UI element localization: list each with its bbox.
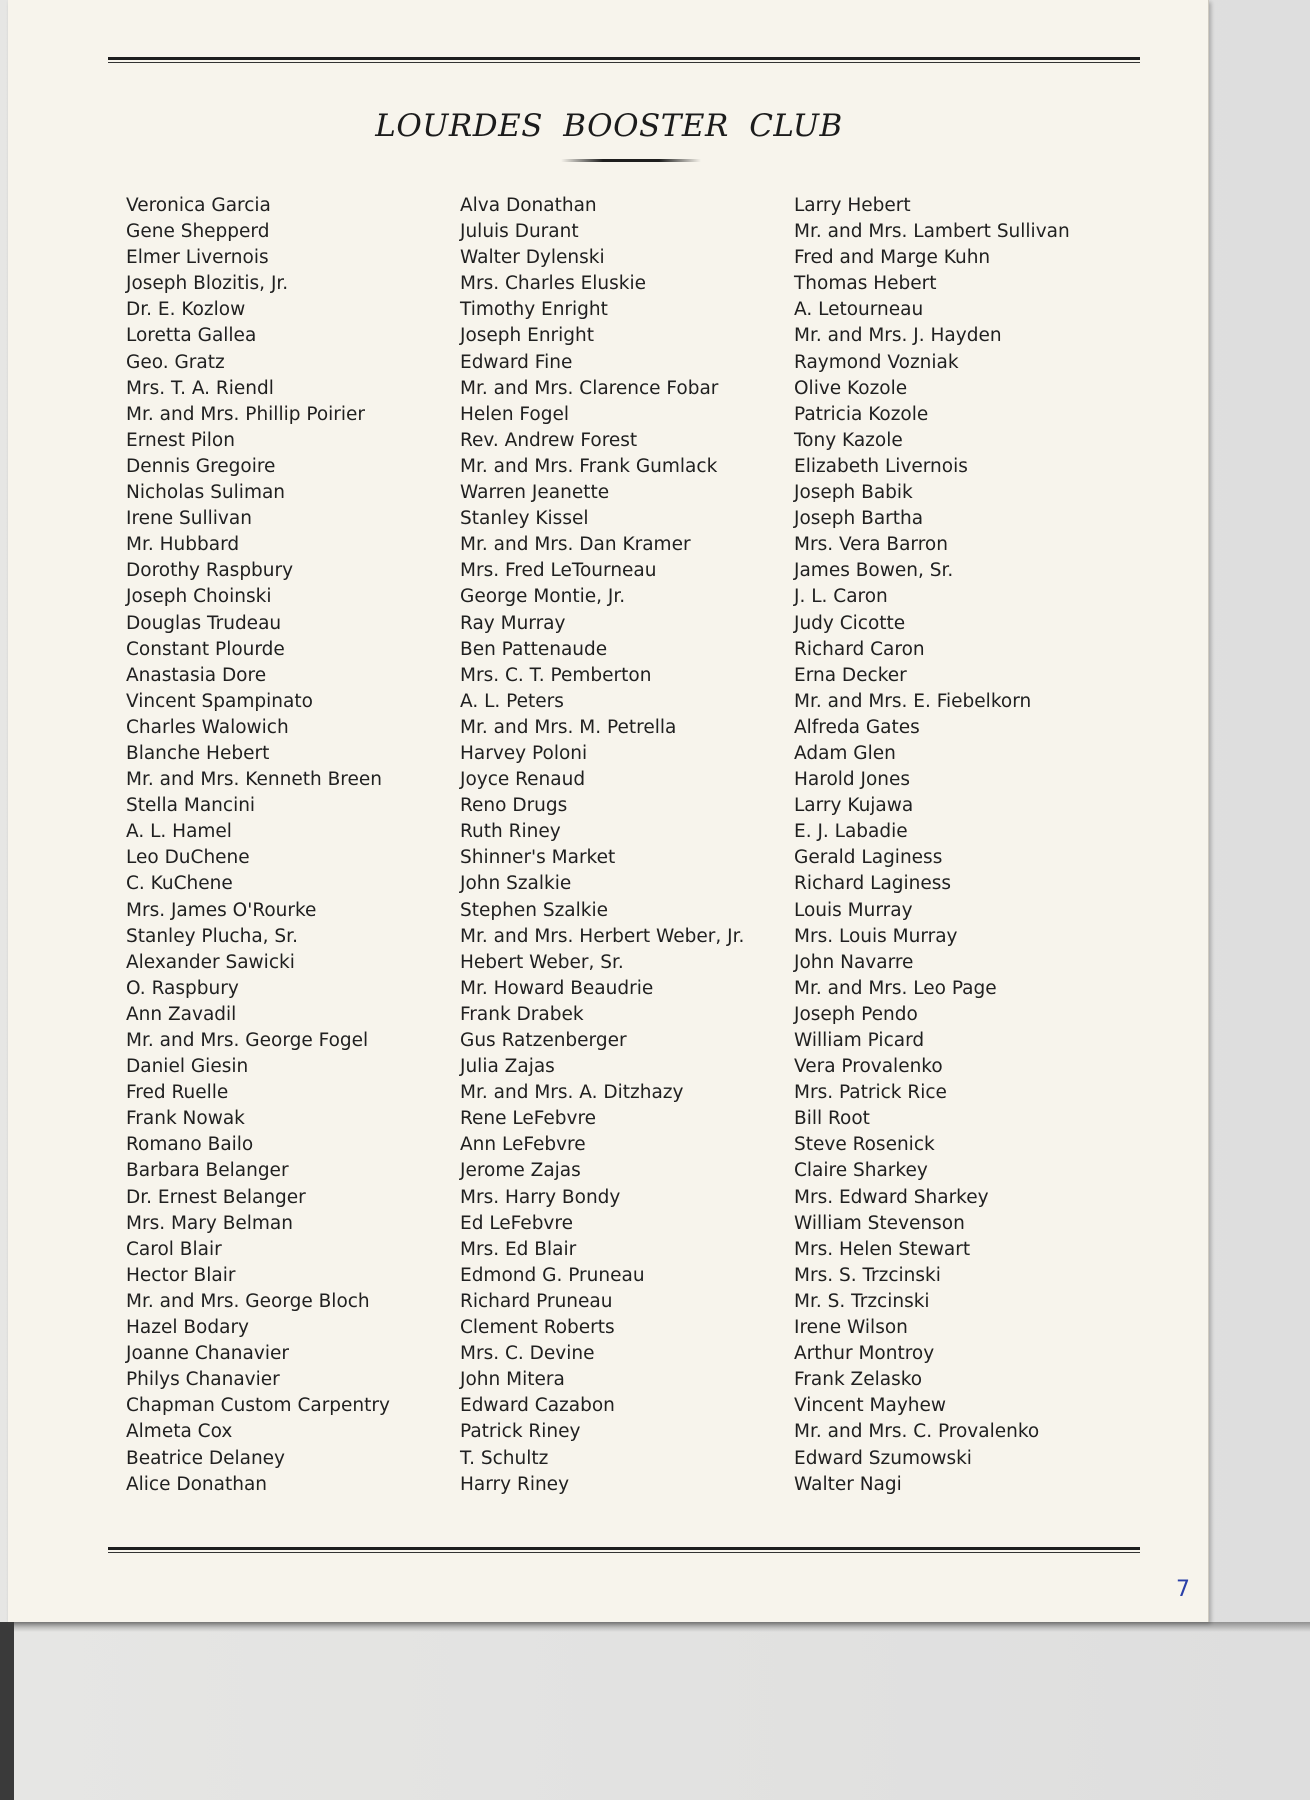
member-name: Irene Sullivan (126, 508, 252, 530)
member-name: Ann Zavadil (126, 1003, 237, 1025)
member-name: Tony Kazole (794, 429, 903, 451)
member-name: Mrs. Vera Barron (794, 534, 948, 556)
member-name: Arthur Montroy (794, 1343, 935, 1365)
member-name: Mr. and Mrs. George Bloch (126, 1290, 370, 1312)
member-name: Edward Szumowski (794, 1447, 972, 1469)
member-name: Harry Riney (460, 1473, 570, 1495)
member-name: Larry Hebert (794, 195, 911, 216)
member-name: Daniel Giesin (126, 1056, 249, 1078)
member-name: Blanche Hebert (126, 742, 270, 764)
member-name: A. L. Hamel (126, 821, 232, 843)
member-name: Louis Murray (794, 899, 913, 921)
member-name: Ernest Pilon (126, 429, 235, 451)
member-name: Mr. and Mrs. Lambert Sullivan (794, 221, 1070, 243)
member-name: Reno Drugs (460, 795, 568, 817)
member-name: Rene LeFebvre (460, 1108, 597, 1130)
member-name: Rev. Andrew Forest (460, 429, 638, 451)
member-name: Vincent Spampinato (126, 690, 313, 712)
member-name: Frank Zelasko (794, 1369, 923, 1391)
member-name: Ed LeFebvre (460, 1212, 573, 1234)
member-name: Joseph Blozitis, Jr. (126, 273, 289, 295)
member-name: George Montie, Jr. (460, 586, 626, 608)
bottom-double-rule (108, 1547, 1140, 1554)
member-name: Hebert Weber, Sr. (460, 951, 624, 973)
member-name: Steve Rosenick (794, 1134, 935, 1156)
member-name: Mrs. Helen Stewart (794, 1238, 971, 1260)
page-title: LOURDES BOOSTER CLUB (375, 108, 843, 144)
member-name: Mr. and Mrs. E. Fiebelkorn (794, 690, 1032, 712)
member-name: Gus Ratzenberger (460, 1030, 627, 1051)
member-name: Geo. Gratz (126, 351, 225, 373)
member-name: Walter Nagi (794, 1473, 902, 1495)
member-name: Stephen Szalkie (460, 899, 608, 921)
member-name: Joyce Renaud (460, 769, 586, 791)
member-name: Fred Ruelle (126, 1082, 229, 1104)
member-column-1 (126, 193, 390, 1498)
member-name: Beatrice Delaney (126, 1447, 286, 1469)
member-name: Mr. and Mrs. Herbert Weber, Jr. (460, 925, 745, 947)
member-name: Timothy Enright (460, 299, 608, 321)
member-name: Mr. and Mrs. A. Ditzhazy (460, 1082, 684, 1104)
member-name: James Bowen, Sr. (794, 560, 954, 582)
member-name: Dorothy Raspbury (126, 560, 294, 582)
member-name: Patrick Riney (460, 1421, 581, 1443)
page-number: 7 (1176, 1577, 1190, 1602)
member-name: Mr. and Mrs. C. Provalenko (794, 1421, 1040, 1443)
member-name: Mrs. Charles Eluskie (460, 273, 647, 295)
member-name: Thomas Hebert (794, 273, 937, 295)
member-name: Mr. and Mrs. Dan Kramer (460, 534, 691, 556)
member-name: Adam Glen (794, 742, 896, 764)
member-name: Ruth Riney (460, 821, 561, 843)
member-name: Gene Shepperd (126, 221, 270, 243)
member-name: C. KuChene (126, 873, 233, 895)
member-name: Ray Murray (460, 612, 566, 634)
member-name: Joseph Enright (460, 325, 595, 347)
member-name: Mr. Howard Beaudrie (460, 977, 654, 999)
member-name: Alice Donathan (126, 1473, 268, 1495)
member-name: Juluis Durant (460, 221, 579, 243)
member-name: Larry Kujawa (794, 795, 914, 817)
member-name: Richard Caron (794, 638, 925, 660)
member-name: Mr. and Mrs. Frank Gumlack (460, 455, 718, 477)
member-name: Hector Blair (126, 1264, 236, 1286)
member-name: Elizabeth Livernois (794, 455, 968, 477)
member-name: Edward Cazabon (460, 1395, 615, 1417)
member-name: Olive Kozole (794, 377, 908, 399)
member-name: Joseph Bartha (794, 508, 924, 530)
member-name: Loretta Gallea (126, 325, 257, 347)
member-name: Gerald Laginess (794, 847, 943, 869)
member-name: Mrs. Harry Bondy (460, 1186, 621, 1208)
member-name: Jerome Zajas (460, 1160, 581, 1182)
member-name: Walter Dylenski (460, 247, 605, 269)
page-corner-shadow (0, 1622, 14, 1800)
top-double-rule (108, 57, 1140, 64)
member-name: Shinner's Market (460, 847, 616, 869)
member-name: Nicholas Suliman (126, 482, 286, 504)
member-name: Warren Jeanette (460, 482, 610, 504)
member-name: Bill Root (794, 1108, 870, 1130)
member-name: Vincent Mayhew (794, 1395, 947, 1417)
member-name: Mrs. Fred LeTourneau (460, 560, 657, 582)
member-name: Judy Cicotte (794, 612, 906, 634)
member-name: Harvey Poloni (460, 742, 588, 764)
member-name: Mrs. Louis Murray (794, 925, 958, 947)
member-name: A. L. Peters (460, 690, 564, 712)
member-name: Joseph Choinski (126, 586, 272, 608)
member-name: Anastasia Dore (126, 664, 267, 686)
member-name: Mrs. S. Trzcinski (794, 1264, 941, 1286)
member-name: Ben Pattenaude (460, 638, 608, 660)
member-name: Stanley Kissel (460, 508, 589, 530)
member-name: Mr. and Mrs. J. Hayden (794, 325, 1002, 347)
member-name: Alfreda Gates (794, 716, 920, 738)
member-name: Mr. and Mrs. Leo Page (794, 977, 997, 999)
member-name: Almeta Cox (126, 1421, 233, 1443)
member-name: Mrs. Ed Blair (460, 1238, 577, 1260)
member-name: Veronica Garcia (126, 195, 271, 216)
member-name: Mrs. Mary Belman (126, 1212, 293, 1234)
member-name: Harold Jones (794, 769, 911, 791)
member-name: Dr. E. Kozlow (126, 299, 246, 321)
member-column-2 (460, 193, 744, 1498)
member-name: E. J. Labadie (794, 821, 908, 843)
member-name: Julia Zajas (460, 1056, 555, 1078)
member-name: Fred and Marge Kuhn (794, 247, 991, 269)
member-name: Barbara Belanger (126, 1160, 289, 1182)
member-name: Mr. Hubbard (126, 534, 240, 556)
member-name: Mr. and Mrs. Clarence Fobar (460, 377, 719, 399)
member-name: Elmer Livernois (126, 247, 269, 269)
member-name: Alva Donathan (460, 195, 597, 216)
member-name: Philys Chanavier (126, 1369, 280, 1391)
member-name: Stanley Plucha, Sr. (126, 925, 298, 947)
member-name: Alexander Sawicki (126, 951, 295, 973)
member-name: Raymond Vozniak (794, 351, 959, 373)
page-edge-shadow (0, 1622, 1310, 1632)
member-name: Joseph Babik (794, 482, 913, 504)
member-name: Vera Provalenko (794, 1056, 943, 1078)
member-name: Mrs. T. A. Riendl (126, 377, 274, 399)
member-name: John Navarre (794, 951, 914, 973)
member-name: Richard Laginess (794, 873, 952, 895)
member-name: Richard Pruneau (460, 1290, 613, 1312)
title-underline-ornament (561, 159, 701, 162)
member-column-3 (794, 193, 1070, 1498)
member-name: Douglas Trudeau (126, 612, 282, 634)
member-name: Frank Drabek (460, 1003, 584, 1025)
member-name: Mrs. C. Devine (460, 1343, 595, 1365)
member-name: John Szalkie (460, 873, 572, 895)
member-name: William Stevenson (794, 1212, 965, 1234)
member-name: Claire Sharkey (794, 1160, 928, 1182)
member-name: Mr. S. Trzcinski (794, 1290, 930, 1312)
member-name: Frank Nowak (126, 1108, 245, 1130)
member-name: Joanne Chanavier (126, 1343, 289, 1365)
member-name: O. Raspbury (126, 977, 239, 999)
member-name: Charles Walowich (126, 716, 289, 738)
member-name: Stella Mancini (126, 795, 256, 817)
member-name: Clement Roberts (460, 1317, 615, 1339)
member-name: Carol Blair (126, 1238, 222, 1260)
member-name: John Mitera (460, 1369, 565, 1391)
member-name: Leo DuChene (126, 847, 250, 869)
member-name: Dr. Ernest Belanger (126, 1186, 306, 1208)
member-name: Mr. and Mrs. Kenneth Breen (126, 769, 382, 791)
member-name: J. L. Caron (794, 586, 888, 608)
member-name: Mrs. Edward Sharkey (794, 1186, 989, 1208)
member-name: Mr. and Mrs. Phillip Poirier (126, 403, 366, 425)
member-name: Helen Fogel (460, 403, 569, 425)
member-name: Romano Bailo (126, 1134, 254, 1156)
member-name: Mrs. Patrick Rice (794, 1082, 947, 1104)
member-name: Patricia Kozole (794, 403, 929, 425)
member-name: Ann LeFebvre (460, 1134, 586, 1156)
member-name: Erna Decker (794, 664, 907, 686)
member-name: A. Letourneau (794, 299, 924, 321)
member-name: Mrs. James O'Rourke (126, 899, 317, 921)
member-name: Hazel Bodary (126, 1317, 250, 1339)
member-name: Mr. and Mrs. M. Petrella (460, 716, 677, 738)
member-name: Irene Wilson (794, 1317, 908, 1339)
member-name: Mrs. C. T. Pemberton (460, 664, 652, 686)
member-name: William Picard (794, 1030, 925, 1051)
member-name: Dennis Gregoire (126, 455, 276, 477)
member-name: Mr. and Mrs. George Fogel (126, 1030, 369, 1051)
member-name: Joseph Pendo (794, 1003, 918, 1025)
member-name: T. Schultz (460, 1447, 549, 1469)
member-name: Chapman Custom Carpentry (126, 1395, 390, 1417)
member-name: Constant Plourde (126, 638, 285, 660)
member-name: Edmond G. Pruneau (460, 1264, 645, 1286)
member-name: Edward Fine (460, 351, 573, 373)
